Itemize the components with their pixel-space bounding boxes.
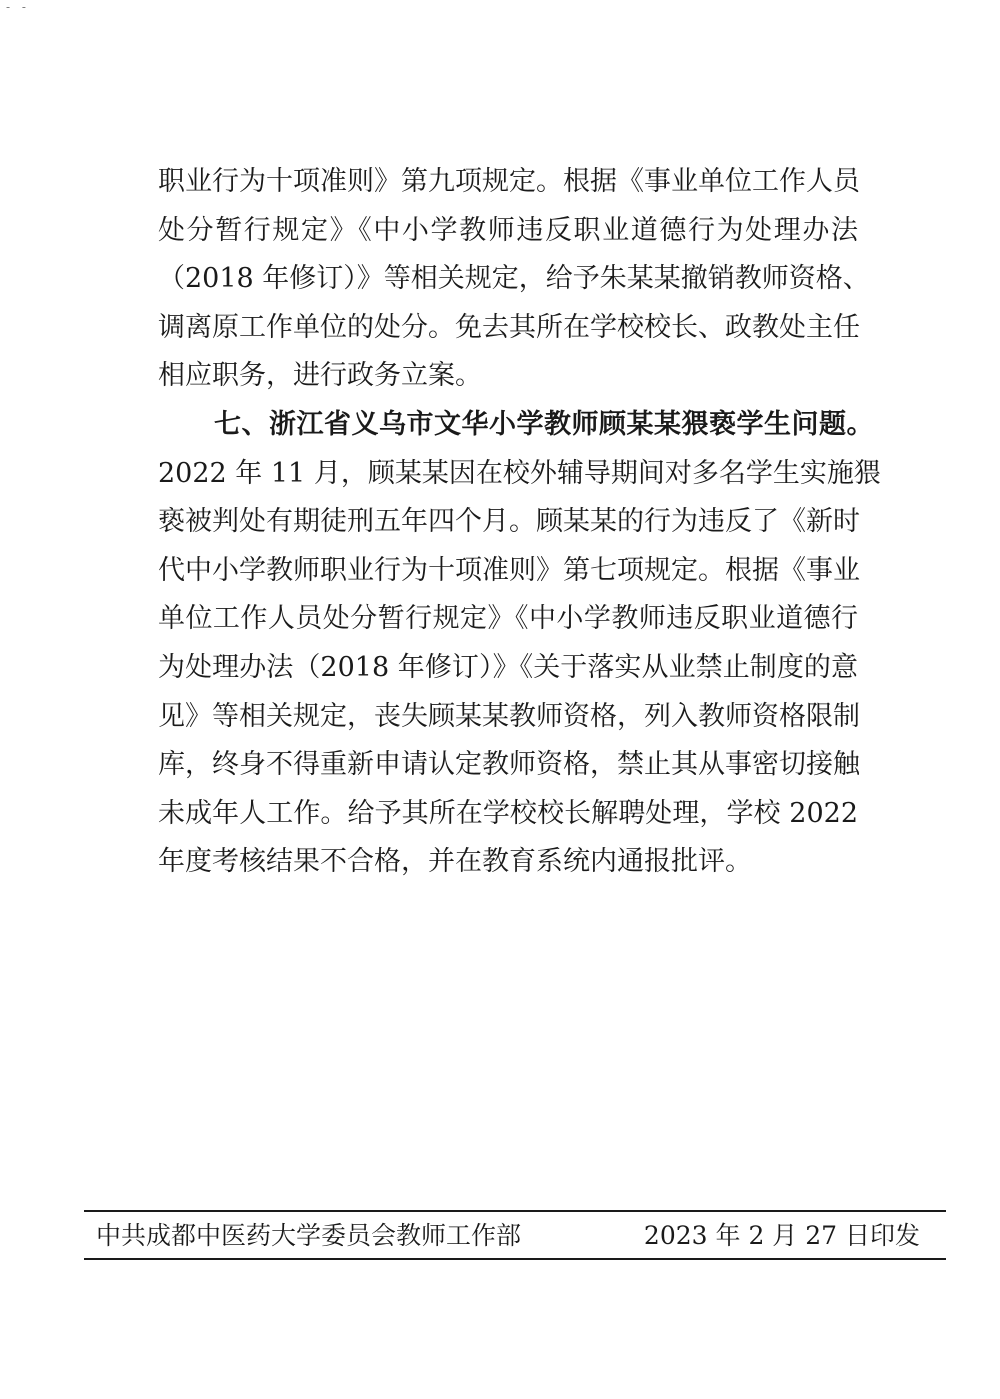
- paragraph-line: 为处理办法（2018 年修订）》《关于落实从业禁止制度的意: [158, 651, 858, 683]
- paragraph-line: 代中小学教师职业行为十项准则》第七项规定。根据《事业: [158, 554, 860, 586]
- footer-top-rule: [84, 1210, 946, 1212]
- paragraph-line: 调离原工作单位的处分。免去其所在学校校长、政教处主任: [158, 311, 860, 343]
- paragraph-line: 处分暂行规定》《中小学教师违反职业道德行为处理办法: [158, 214, 858, 246]
- section-heading: 七、浙江省义乌市文华小学教师顾某某猥亵学生问题。: [214, 408, 874, 440]
- footer-bottom-rule: [84, 1258, 946, 1260]
- paragraph-line: 相应职务，进行政务立案。: [158, 360, 482, 392]
- paragraph-line: 年度考核结果不合格，并在教育系统内通报批评。: [158, 846, 752, 878]
- paragraph-line: 亵被判处有期徒刑五年四个月。顾某某的行为违反了《新时: [158, 506, 860, 538]
- paragraph-line: 未成年人工作。给予其所在学校校长解聘处理，学校 2022: [158, 797, 858, 829]
- footer-date: 2023 年 2 月 27 日印发: [643, 1221, 920, 1250]
- paragraph-line: 库，终身不得重新申请认定教师资格，禁止其从事密切接触: [158, 749, 860, 781]
- paragraph-line: 单位工作人员处分暂行规定》《中小学教师违反职业道德行: [158, 603, 858, 635]
- paragraph-line: （2018 年修订）》等相关规定，给予朱某某撤销教师资格、: [158, 263, 870, 295]
- paragraph-line: 2022 年 11 月，顾某某因在校外辅导期间对多名学生实施猥: [158, 457, 881, 489]
- footer-issuer: 中共成都中医药大学委员会教师工作部: [96, 1221, 522, 1250]
- paragraph-line: 见》等相关规定，丧失顾某某教师资格，列入教师资格限制: [158, 700, 860, 732]
- paragraph-line: 职业行为十项准则》第九项规定。根据《事业单位工作人员: [158, 166, 860, 197]
- document-body: [158, 158, 881, 887]
- scan-corner-marks: - -: [6, 0, 30, 14]
